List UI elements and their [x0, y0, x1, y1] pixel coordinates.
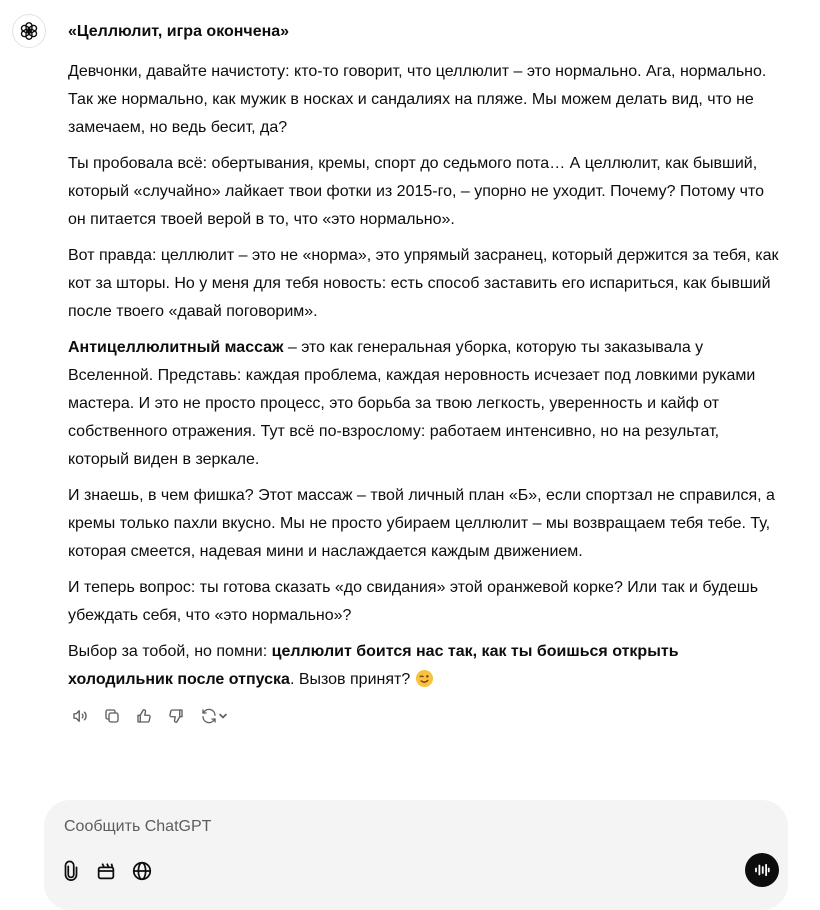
- message-paragraph-3: Вот правда: целлюлит – это не «норма», это упрямый засранец, который держится за тебя, как кот за шторы. Но у меня для тебя новость: есть способ заставить его испариться, как бывший после твоего «давай поговорим».: [68, 247, 779, 320]
- paragraph-7-end: . Вызов принят?: [289, 671, 415, 688]
- message-paragraph-1: Девчонки, давайте начистоту: кто-то говорит, что целлюлит – это нормально. Ага, нормально. Так же нормально, как мужик в носках и сандалиях на пляже. Мы можем делать вид, что не замечаем, но ведь бесит, да?: [68, 63, 767, 136]
- message-paragraph-6: И теперь вопрос: ты готова сказать «до свидания» этой оранжевой корке? Или так и будешь убеждать себя, что «это нормально»?: [68, 579, 759, 624]
- globe-icon: [131, 860, 153, 882]
- thumbs-up-icon: [135, 707, 153, 725]
- openai-logo-icon: [18, 20, 40, 42]
- message-actions: [68, 704, 232, 728]
- message-paragraph-2: Ты пробовала всё: обертывания, кремы, спорт до седьмого пота… А целлюлит, как бывший, который «случайно» лайкает твои фотки из 2015-го, – упорно не уходит. Почему? Потому что он питается твоей верой в то, что «это нормально».: [68, 155, 765, 228]
- regenerate-button[interactable]: [196, 704, 232, 728]
- message-paragraph-5: И знаешь, в чем фишка? Этот массаж – твой личный план «Б», если спортзал не справился, а кремы только пахли вкусно. Мы не просто убираем целлюлит – мы возвращаем тебя тебе. Ту, которая смеется, надевая мини и наслаждается каждым движением.: [68, 487, 775, 560]
- speaker-icon: [71, 707, 89, 725]
- regenerate-icon: [200, 707, 218, 725]
- paragraph-7-start: Выбор за тобой, но помни:: [68, 643, 272, 660]
- winking-face-emoji-icon: [415, 669, 434, 688]
- voice-mode-button[interactable]: [745, 853, 779, 887]
- attach-button[interactable]: [58, 858, 84, 884]
- composer: [44, 800, 788, 910]
- bold-phrase-cellulite: целлюлит боится нас так, как ты боишься открыть холодильник после отпуска: [68, 643, 679, 688]
- read-aloud-button[interactable]: [68, 704, 92, 728]
- message-paragraph-4: [68, 334, 784, 474]
- thumbs-down-button[interactable]: [164, 704, 188, 728]
- bold-phrase-massage: Антицеллюлитный массаж: [68, 339, 284, 356]
- assistant-avatar: [12, 14, 46, 48]
- voice-waveform-icon: [753, 861, 771, 879]
- paperclip-icon: [60, 860, 82, 882]
- copy-button[interactable]: [100, 704, 124, 728]
- thumbs-up-button[interactable]: [132, 704, 156, 728]
- search-web-button[interactable]: [129, 858, 155, 884]
- assistant-message: [68, 18, 784, 702]
- tools-button[interactable]: [93, 858, 119, 884]
- message-title: «Целлюлит, игра окончена»: [68, 23, 290, 40]
- chevron-down-icon: [218, 711, 228, 721]
- message-paragraph-7: [68, 638, 784, 694]
- copy-icon: [103, 707, 121, 725]
- paragraph-4-text: – это как генеральная уборка, которую ты заказывала у Вселенной. Представь: каждая проблема, каждая неровность исчезает под ловкими руками мастера. И это не просто процесс, это борьба за твою легкость, уверенность и кайф от собственного отражения. Тут всё по-взрослому: работаем интенсивно, но на результат, который виден в зеркале.: [68, 339, 756, 468]
- tools-icon: [95, 860, 117, 882]
- thumbs-down-icon: [167, 707, 185, 725]
- message-input[interactable]: [62, 814, 666, 840]
